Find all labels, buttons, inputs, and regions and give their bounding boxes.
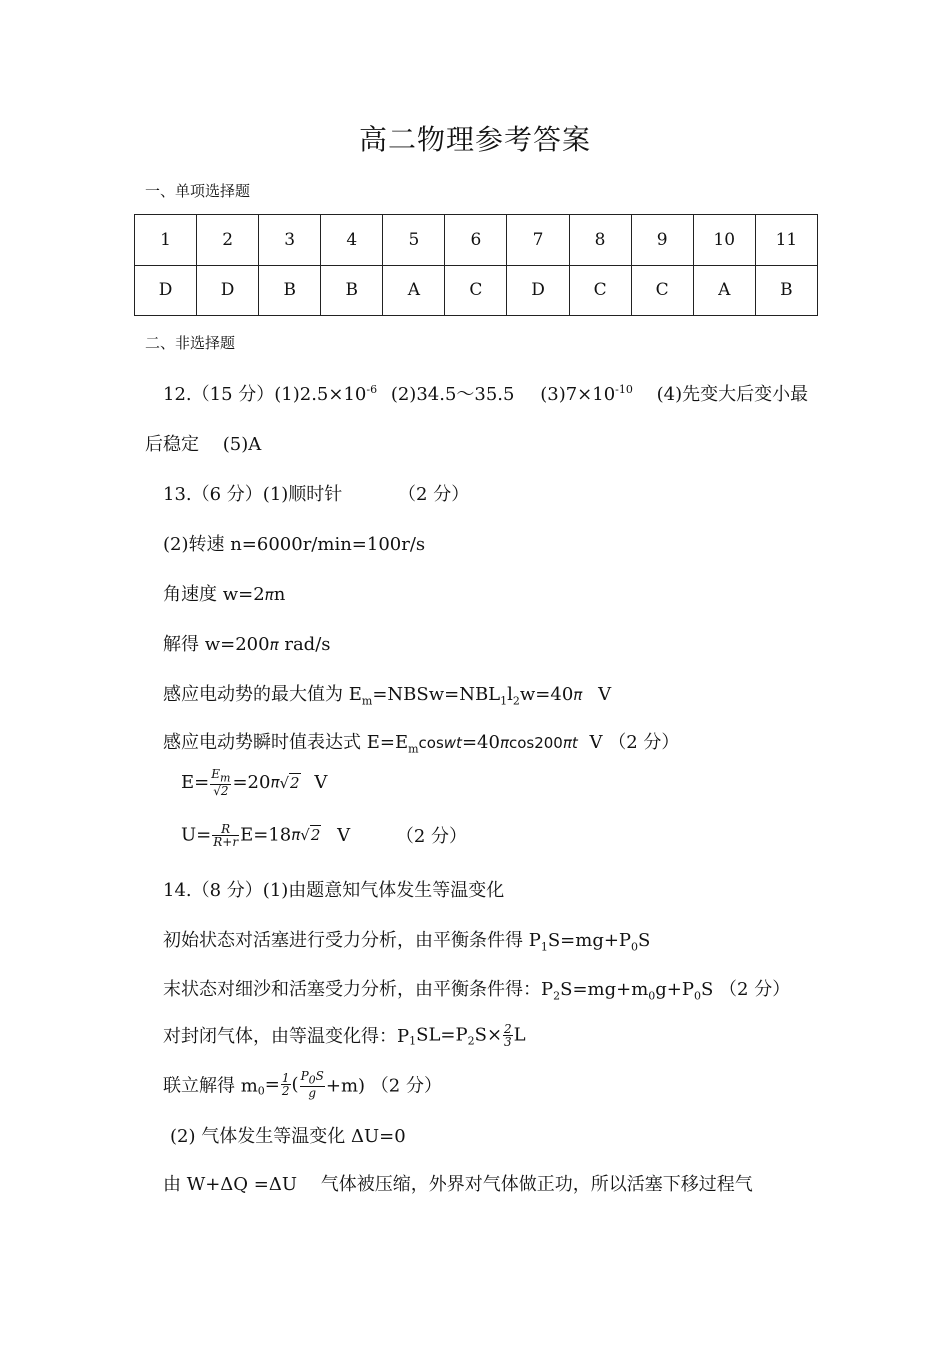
q14-l5d: +m) （2 分） bbox=[325, 1075, 442, 1097]
q14-line-2 bbox=[163, 926, 650, 954]
q13-l3b: n bbox=[273, 584, 286, 605]
q13-l6b: cos bbox=[418, 734, 444, 752]
fraction-one-half bbox=[281, 1072, 291, 1097]
answer-cell: D bbox=[507, 265, 569, 316]
q13-l4b: rad/s bbox=[284, 634, 331, 655]
question-number-cell: 2 bbox=[197, 215, 259, 266]
q12-line-1 bbox=[163, 380, 808, 406]
q14-l4d: L bbox=[513, 1024, 526, 1046]
question-number-cell: 3 bbox=[259, 215, 321, 266]
sub-2: 2 bbox=[512, 694, 520, 708]
table-row-answers bbox=[135, 265, 818, 316]
q13-line-4 bbox=[163, 630, 331, 656]
q14-l3d: S （2 分） bbox=[700, 979, 791, 1000]
fraction-two-thirds bbox=[503, 1023, 513, 1048]
answer-cell: C bbox=[569, 265, 631, 316]
q14-l3b: S=mg+m bbox=[560, 979, 649, 1000]
frac-num: 1 bbox=[281, 1071, 290, 1086]
sub-0: 0 bbox=[257, 1084, 265, 1098]
sqrt-2: √2 bbox=[279, 773, 300, 792]
question-number-cell: 6 bbox=[445, 215, 507, 266]
frac-den: 3 bbox=[504, 1034, 512, 1049]
frac-num-b: S bbox=[315, 1069, 324, 1083]
frac-den: 2 bbox=[220, 784, 229, 799]
q13-l5a: 感应电动势的最大值为 E bbox=[163, 684, 362, 705]
q14-line-6: (2) 气体发生等温变化 ΔU=0 bbox=[170, 1126, 406, 1147]
question-number-cell: 5 bbox=[383, 215, 445, 266]
answer-cell: D bbox=[135, 265, 197, 316]
frac-num: P bbox=[300, 1069, 309, 1083]
sqrt-radicand: 2 bbox=[290, 773, 300, 792]
pi-symbol: π bbox=[264, 586, 274, 604]
question-number-cell: 11 bbox=[755, 215, 817, 266]
sub-m: m bbox=[361, 694, 373, 708]
q14-l5a: 联立解得 m bbox=[163, 1075, 258, 1097]
page-title: 高二物理参考答案 bbox=[358, 123, 591, 156]
question-number-cell: 10 bbox=[693, 215, 755, 266]
q13-l5e: V bbox=[598, 684, 612, 705]
q13-l5d: w=40 bbox=[519, 684, 574, 705]
sub-0: 0 bbox=[648, 989, 656, 1003]
fraction-r-over-r-plus-r bbox=[212, 823, 239, 848]
q13-line-7 bbox=[181, 768, 327, 797]
pi-symbol: π bbox=[270, 773, 280, 792]
pi-symbol: π bbox=[562, 734, 572, 752]
q13-line-6 bbox=[163, 728, 679, 756]
pi-symbol: π bbox=[269, 636, 279, 654]
q14-l3c: g+P bbox=[655, 979, 694, 1000]
q13-l6g: V （2 分） bbox=[589, 732, 680, 753]
q12-exp3: -10 bbox=[615, 383, 633, 396]
pi-symbol: π bbox=[573, 686, 583, 704]
frac-num: E bbox=[211, 767, 220, 781]
sub-0: 0 bbox=[631, 940, 639, 954]
frac-den: 2 bbox=[281, 1084, 290, 1099]
q13-line-2: (2)转速 n=6000r/min=100r/s bbox=[163, 534, 426, 555]
answer-cell: C bbox=[445, 265, 507, 316]
sub-0: 0 bbox=[308, 1073, 316, 1087]
answer-cell: B bbox=[755, 265, 817, 316]
sub-0: 0 bbox=[693, 989, 701, 1003]
answer-cell: B bbox=[321, 265, 383, 316]
question-number-cell: 7 bbox=[507, 215, 569, 266]
q13-l5c: l bbox=[507, 684, 513, 705]
frac-num-sub: m bbox=[220, 771, 231, 785]
q13-l6f: t bbox=[571, 734, 578, 752]
sub-1: 1 bbox=[500, 694, 508, 708]
q14-line-4 bbox=[163, 1022, 526, 1048]
answer-table bbox=[134, 214, 818, 316]
q13-line-3 bbox=[163, 580, 285, 606]
sub-m: m bbox=[408, 742, 419, 756]
answer-cell: D bbox=[197, 265, 259, 316]
q13-l8e: （2 分） bbox=[395, 826, 468, 847]
q14-line-1: 14.（8 分）(1)由题意知气体发生等温变化 bbox=[163, 880, 505, 901]
q12-line-2: 后稳定 (5)A bbox=[145, 434, 262, 455]
q13-line-1 bbox=[163, 480, 469, 506]
q13-l1a: 13.（6 分）(1)顺时针 bbox=[163, 484, 343, 505]
frac-den: g bbox=[308, 1086, 317, 1101]
q13-l7b: =20 bbox=[232, 772, 271, 794]
q14-l4a: 对封闭气体，由等温变化得：P bbox=[163, 1026, 410, 1047]
q14-l5c: ( bbox=[291, 1074, 299, 1096]
q14-line-5 bbox=[163, 1070, 442, 1099]
q13-l8a: U= bbox=[181, 824, 212, 846]
sub-1: 1 bbox=[409, 1034, 417, 1048]
question-number-cell: 8 bbox=[569, 215, 631, 266]
pi-symbol: π bbox=[499, 734, 509, 752]
q13-l3a: 角速度 w=2 bbox=[163, 584, 265, 605]
q14-l3a: 末状态对细沙和活塞受力分析，由平衡条件得：P bbox=[163, 979, 554, 1000]
question-number-cell: 1 bbox=[135, 215, 197, 266]
q12-part4: (4)先变大后变小最 bbox=[656, 384, 809, 405]
q13-l7d: V bbox=[314, 772, 328, 794]
q12-part3: (3)7×10 bbox=[540, 384, 616, 405]
question-number-cell: 4 bbox=[321, 215, 383, 266]
q13-l8d: V bbox=[337, 824, 351, 846]
q12-part2: (2)34.5～35.5 bbox=[390, 384, 515, 405]
frac-num: 2 bbox=[504, 1021, 512, 1036]
sub-2: 2 bbox=[467, 1034, 475, 1048]
fraction-em-over-root2: $\frac{E_m}{√2}$ bbox=[211, 767, 231, 799]
q13-l6d: =40 bbox=[461, 732, 500, 753]
q14-l2c: S bbox=[638, 930, 651, 951]
frac-den: R+r bbox=[213, 834, 239, 849]
q12-part1: 12.（15 分）(1)2.5×10 bbox=[163, 384, 367, 405]
q13-l6c: wt bbox=[443, 734, 462, 752]
sub-1: 1 bbox=[540, 940, 548, 954]
q13-l4a: 解得 w=200 bbox=[163, 634, 270, 655]
q14-l2b: S=mg+P bbox=[547, 930, 632, 951]
pi-symbol: π bbox=[291, 826, 301, 844]
q14-l4c: S× bbox=[474, 1024, 503, 1046]
q14-l2a: 初始状态对活塞进行受力分析，由平衡条件得 P bbox=[163, 930, 541, 951]
q13-l7a: E= bbox=[181, 772, 210, 794]
sqrt-radicand: 2 bbox=[310, 826, 321, 844]
frac-num: R bbox=[212, 823, 239, 836]
table-row-question-numbers bbox=[135, 215, 818, 266]
answer-cell: A bbox=[693, 265, 755, 316]
q13-line-8 bbox=[181, 822, 467, 848]
sqrt-2: √2 bbox=[300, 826, 321, 844]
q14-line-3 bbox=[163, 975, 790, 1003]
q13-l5b: =NBSw=NBL bbox=[372, 684, 501, 705]
q13-l1b: （2 分） bbox=[398, 484, 470, 505]
q13-line-5 bbox=[163, 680, 611, 708]
q12-exp1: -6 bbox=[366, 383, 378, 396]
answer-cell: A bbox=[383, 265, 445, 316]
section-heading-single-choice: 一、单项选择题 bbox=[145, 182, 251, 200]
fraction-p0s-over-g bbox=[300, 1070, 325, 1099]
question-number-cell: 9 bbox=[631, 215, 693, 266]
q13-l6e: cos200 bbox=[508, 734, 563, 752]
q14-l5b: = bbox=[264, 1074, 280, 1096]
q13-l6a: 感应电动势瞬时值表达式 E=E bbox=[163, 732, 409, 753]
answer-cell: C bbox=[631, 265, 693, 316]
q14-line-7: 由 W+ΔQ =ΔU 气体被压缩，外界对气体做正功，所以活塞下移过程气 bbox=[163, 1174, 753, 1195]
answer-cell: B bbox=[259, 265, 321, 316]
sub-2: 2 bbox=[553, 989, 561, 1003]
q13-l8b: E=18 bbox=[240, 824, 292, 846]
section-heading-non-choice: 二、非选择题 bbox=[145, 334, 236, 352]
q14-l4b: SL=P bbox=[416, 1024, 468, 1046]
